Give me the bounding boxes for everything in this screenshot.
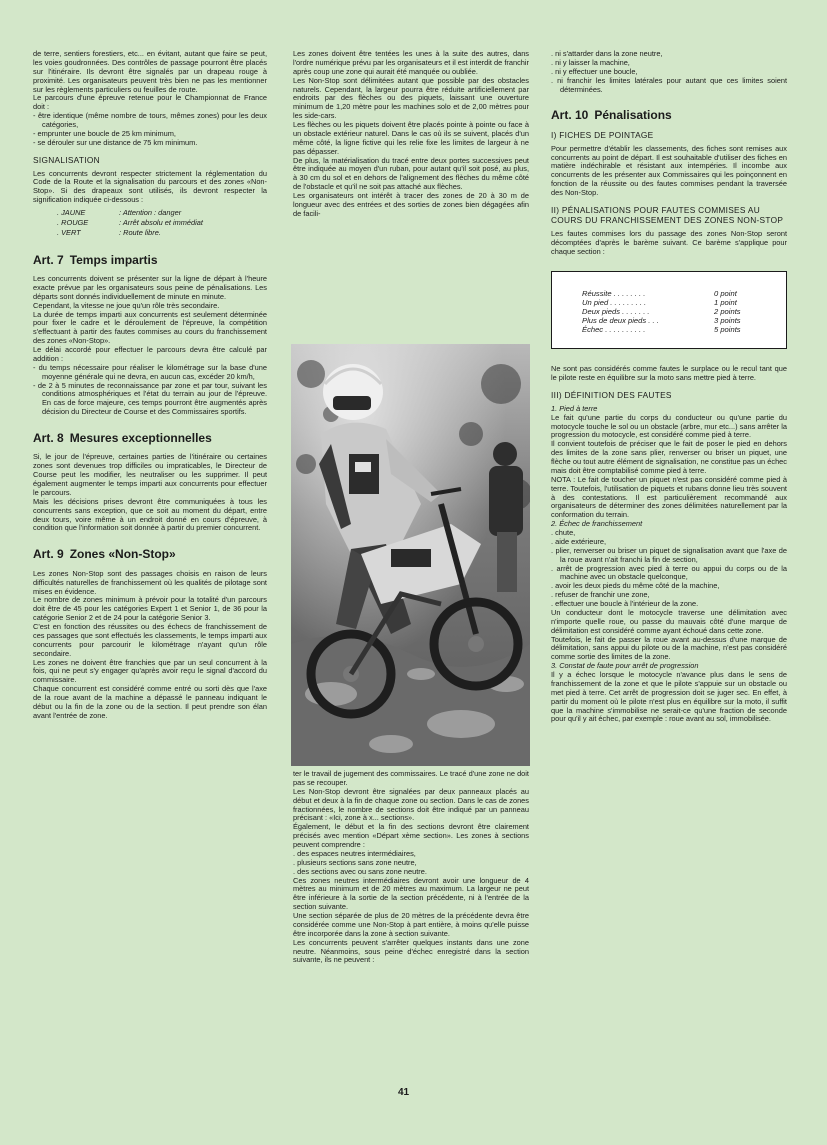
helmet xyxy=(323,364,383,420)
list-item: - se dérouler sur une distance de 75 km minimum. xyxy=(33,137,198,147)
list-item: . ni s'attarder dans la zone neutre, xyxy=(551,49,663,58)
paragraph: Toutefois, le fait de passer la roue avant au-dessus d'une marque de délimitation, sans appui du pilote ou de la machine, n'est pas considéré comme sortie des limites de la zone. xyxy=(551,634,787,662)
column-middle-top xyxy=(293,50,529,219)
penalty-row xyxy=(582,316,741,325)
list-item: . plusieurs sections sans zone neutre, xyxy=(293,857,417,867)
section-heading-fiches: I) FICHES DE POINTAGE xyxy=(551,129,654,140)
penalty-points: 0 point xyxy=(714,288,737,298)
section-heading-definition: III) DÉFINITION DES FAUTES xyxy=(551,389,672,400)
article-title: Temps impartis xyxy=(69,252,158,267)
paragraph: Un conducteur dont le motocycle traverse une délimitation avec n'importe quelle roue, ou passe du mauvais côté d'une marque de délimitation est considéré comme ayant échoué dans cette zone. xyxy=(551,607,787,635)
penalty-label: Échec . . . . . . . . . . xyxy=(582,324,646,334)
penalty-points: 5 points xyxy=(714,324,741,334)
penalty-points: 2 points xyxy=(714,306,741,316)
penalty-label: Réussite . . . . . . . . xyxy=(582,288,646,298)
paragraph: Les zones Non-Stop sont des passages choisis en raison de leurs difficultés naturelles de franchissement où les qualités de pilotage sont mises en évidence. xyxy=(33,568,267,596)
section-heading-penalisations: II) PÉNALISATIONS POUR FAUTES COMMISES AU COURS DU FRANCHISSEMENT DES ZONES NON-STOP xyxy=(551,204,784,225)
paragraph: Le fait qu'une partie du corps du conducteur ou qu'une partie du motocycle touche le sol ou un obstacle (arbre, mur etc...) sans arrêter la progression du motocycle, est considéré comme pied à terre. xyxy=(551,412,787,440)
paragraph: C'est en fonction des réussites ou des échecs de franchissement de ces passages que sont effectués les classements, le temps imparti aux concurrents pour parcourir le kilométrage n'ayant qu'un rôle secondaire. xyxy=(33,622,267,658)
paragraph: De plus, la matérialisation du tracé entre deux portes successives peut être indiquée au moyen d'un ruban, pour autant qu'il soit posé, au plus, à 30 cm du sol et en dehors de l'alignement des flèches du même côté de l'obstacle et qu'il ne soit pas attaché aux flèches. xyxy=(293,155,529,192)
paragraph: NOTA : Le fait de toucher un piquet n'est pas considéré comme pied à terre. Toutefois, l'utilisation de piquets et rubans donne lieu très souvent à des contestations. Il est particulièrement recommandé aux organisateurs de déterminer des zones délimitées naturellement par la conformation du terrain. xyxy=(551,474,787,520)
failure-cases-list xyxy=(551,529,787,609)
paragraph: Ne sont pas considérés comme fautes le surplace ou le recul tant que le pilote reste en équilibre sur la moto sans mettre pied à terre. xyxy=(551,364,787,382)
penalty-label: Un pied . . . . . . . . . xyxy=(582,297,647,307)
flag-meaning: : Attention : danger xyxy=(119,208,182,218)
list-item: . arrêt de progression avec pied à terre ou appui du corps ou de la machine avec un obstacle quelconque, xyxy=(551,563,787,582)
section-heading-signalisation: SIGNALISATION xyxy=(33,154,100,165)
paragraph: Mais les décisions prises devront être communiquées à tous les concurrents sans exception, que ce soit au moment du départ, entre deux tours, voire même à un endroit donné en cours d'épreuve, à condition que l'information soit donnée à partir du premier concurrent. xyxy=(33,496,267,533)
penalty-row xyxy=(582,307,741,316)
list-item: . chute, xyxy=(551,528,576,537)
flag-color: . JAUNE xyxy=(57,208,86,218)
penalty-scale-box xyxy=(551,271,787,350)
list-item: . des espaces neutres intermédiaires, xyxy=(293,848,416,858)
list-item: . refuser de franchir une zone, xyxy=(551,590,650,600)
paragraph: Les concurrents doivent se présenter sur la ligne de départ à l'heure exacte prévue par les organisateurs sous peine de pénalisations. Les départs sont donnés individuellement de minute en minute. xyxy=(33,274,267,301)
paragraph: Les concurrents devront respecter strictement la réglementation du Code de la Route et la signalisation du parcours et des zones «Non-Stop». Si des drapeaux sont utilisés, ils devront respecter la signification indiquée ci-dessous : xyxy=(33,168,267,205)
paragraph: Il y a échec lorsque le motocycle n'avance plus dans le sens de franchissement de la zone et que le pilote s'appuie sur un obstacle ou met pied à terre. Cet arrêt de progression doit se juger sec. En effet, à partir du moment où le pilote n'est plus en équilibre sur la moto, il suffit que la machine s'immobilise ne serait-ce qu'une fraction de seconde pour qu'il y ait échec, par exemple : roue avant au sol, immobilisée. xyxy=(551,670,787,724)
article-number: Art. 7 xyxy=(33,252,64,267)
paragraph: La durée de temps imparti aux concurrents est seulement déterminée pour fixer le cadre et le déroulement de l'épreuve, la compétition s'effectuant à partir des fautes commises au cours du franchissement des zones «Non-Stop». xyxy=(33,309,267,346)
list-item: . effectuer une boucle à l'intérieur de la zone. xyxy=(551,599,699,608)
paragraph: Une section séparée de plus de 20 mètres de la précédente devra être considérée comme une Non-Stop à part entière, à moins qu'elle puisse être incorporée dans la zone à section suivante. xyxy=(293,911,529,938)
time-calculation-list xyxy=(33,364,267,417)
subheading-constat: 3. Constat de faute pour arrêt de progression xyxy=(551,661,699,671)
list-item: . plier, renverser ou briser un piquet de signalisation avant que l'axe de la roue avant n'ait franchi la fin de section, xyxy=(551,545,787,564)
course-requirements-list xyxy=(33,112,267,148)
column-right xyxy=(551,50,787,724)
section-types-list xyxy=(293,850,529,877)
list-item: - être identique (même nombre de tours, mêmes zones) pour les deux catégories, xyxy=(33,111,267,129)
article-7-heading xyxy=(33,253,267,267)
article-title: Zones «Non-Stop» xyxy=(69,547,176,562)
subheading-echec: 2. Échec de franchissement xyxy=(551,519,643,529)
list-item: - de 2 à 5 minutes de reconnaissance par zone et par tour, suivant les conditions atmosphériques et l'état du terrain au jour de l'épreuve. En cas de force majeure, ces temps pourront être augmentés après décision du Directeur de Course et des Commissaires sportifs. xyxy=(33,380,267,417)
column-left xyxy=(33,50,267,721)
paragraph: Également, le début et la fin des sections devront être clairement précisés avec mention «Départ xème section». Les zones à sections peuvent comprendre : xyxy=(293,822,529,849)
flag-meaning: : Route libre. xyxy=(119,227,161,237)
paragraph: Ces zones neutres intermédiaires devront avoir une longueur de 4 mètres au minimum et de 20 mètres au maximum. La largeur ne peut être inférieure à la sortie de la section précédente, ni à l'entrée de la section suivante. xyxy=(293,875,529,912)
trial-rider-photo xyxy=(291,344,530,766)
paragraph: Il convient toutefois de préciser que le fait de poser le pied en dehors des limites de la zone sans plier, renverser ou briser un piquet, une flèche ou tout autre élément de signalisation, ne constitue pas un échec mais doit être comptabilisé comme pied à terre. xyxy=(551,439,787,475)
article-title: Mesures exceptionnelles xyxy=(69,431,212,446)
paragraph: Les concurrents peuvent s'arrêter quelques instants dans une zone neutre. Néanmoins, sous peine d'échec enregistré dans la section suivante, ils ne peuvent : xyxy=(293,937,529,965)
list-item: . ni y effectuer une boucle, xyxy=(551,66,638,76)
list-item: . aide extérieure, xyxy=(551,536,607,546)
article-9-heading xyxy=(33,547,267,561)
page-number: 41 xyxy=(398,1087,410,1098)
neutral-zone-list xyxy=(551,50,787,94)
flag-color: . VERT xyxy=(57,227,81,237)
list-item: . ni y laisser la machine, xyxy=(551,57,630,67)
penalty-points: 3 points xyxy=(714,315,741,325)
paragraph: de terre, sentiers forestiers, etc... en évitant, autant que faire se peut, les voies goudronnées. Des contrôles de passage pourront être placés sur l'itinéraire. Ils devront être signalés par un drapeau rouge à proximité. Les organisateurs peuvent très bien ne pas les mentionner sur les règlements particuliers ou feuilles de route. xyxy=(33,49,267,94)
column-middle-bottom xyxy=(293,770,529,965)
paragraph: Les zones doivent être tentées les unes à la suite des autres, dans l'ordre numérique prévu par les organisateurs et il est interdit de franchir après coup une zone qui aurait été manquée ou oubliée. xyxy=(293,49,529,76)
penalty-row xyxy=(582,298,741,307)
penalty-row xyxy=(582,325,741,334)
paragraph: Les zones ne doivent être franchies que par un seul concurrent à la fois, qui ne peut s'y engager qu'après avoir reçu le signal d'accord du commissaire. xyxy=(33,657,267,685)
paragraph: Le parcours d'une épreuve retenue pour le Championnat de France doit : xyxy=(33,93,267,112)
list-item: . ni franchir les limites latérales pour autant que ces limites soient déterminées. xyxy=(551,75,787,94)
paragraph: Les Non-Stop sont délimitées autant que possible par des obstacles naturels. Cependant, la largeur pourra être réduite artificiellement par endroits par des flèches ou des piquets, laissant une ouverture minimum de 1,20 mètre pour les machines solo et de 2,00 mètres pour les side-cars. xyxy=(293,75,529,121)
paragraph: Les organisateurs ont intérêt à tracer des zones de 20 à 30 m de longueur avec des entrées et des sorties de zones bien dégagées afin de facili- xyxy=(293,191,529,218)
flag-color: . ROUGE xyxy=(57,217,89,227)
flag-meaning: : Arrêt absolu et immédiat xyxy=(119,217,203,227)
paragraph: Le délai accordé pour effectuer le parcours devra être calculé par addition : xyxy=(33,345,267,363)
paragraph: Cependant, la vitesse ne joue qu'un rôle très secondaire. xyxy=(33,300,220,310)
paragraph: Chaque concurrent est considéré comme entré ou sorti dès que l'axe de la roue avant de la machine a dépassé le panneau indiquant le début ou la fin de la zone ou de la section. Il peut prendre son élan avant l'entrée de zone. xyxy=(33,684,267,720)
flag-row xyxy=(57,229,203,239)
article-number: Art. 8 xyxy=(33,431,64,446)
paragraph: Pour permettre d'établir les classements, des fiches sont remises aux concurrents au point de départ. Il est souhaitable d'utiliser des fiches en matière indéchirable et résistant aux intempéries. Il incombe aux concurrents de les présenter aux Commissaires qui les poinçonnent en fonction de la réussite ou des fautes commises pendant la traversée des Non-Stop. xyxy=(551,143,787,198)
article-10-heading xyxy=(551,108,787,122)
penalty-scale-table xyxy=(582,289,741,335)
paragraph: Les fautes commises lors du passage des zones Non-Stop seront décomptées d'après le barème suivant. Ce barème s'applique pour chaque section : xyxy=(551,228,787,256)
penalty-label: Plus de deux pieds . . . xyxy=(582,315,659,325)
article-number: Art. 9 xyxy=(33,547,64,562)
list-item: . avoir les deux pieds du même côté de la machine, xyxy=(551,581,720,591)
paragraph: Le nombre de zones minimum à prévoir pour la totalité d'un parcours doit être de 45 pour les catégories Expert 1 et Senior 1, de 36 pour la catégorie Senior 2 et de 24 pour la catégorie Senior 3. xyxy=(33,595,267,623)
article-number: Art. 10 xyxy=(551,108,589,123)
paragraph: Les flèches ou les piquets doivent être placés pointe à pointe ou face à un obstacle extérieur naturel. Dans le cas où ils se suivent, placés d'un même côté, la ligne fictive qui les relie fixe les limites de largeur à ne pas dépasser. xyxy=(293,120,529,156)
list-item: . des sections avec ou sans zone neutre. xyxy=(293,866,427,876)
penalty-row xyxy=(582,289,741,298)
penalty-points: 1 point xyxy=(714,297,737,307)
paragraph: ter le travail de jugement des commissaires. Le tracé d'une zone ne doit pas se recouper. xyxy=(293,769,529,787)
paragraph: Les Non-Stop devront être signalées par deux panneaux placés au début et deux à la fin de chaque zone ou section. Dans le cas de zones fractionnées, le nombre de sections doit être indiqué par un panneau précisant : «Ici, zone à x... sections». xyxy=(293,786,529,823)
paragraph: Si, le jour de l'épreuve, certaines parties de l'itinéraire ou certaines zones sont devenues trop difficiles ou impraticables, le Directeur de Course peut les modifier, les neutraliser ou les supprimer. Il peut également augmenter le temps imparti aux concurrents pour effectuer le parcours. xyxy=(33,452,267,497)
article-8-heading xyxy=(33,431,267,445)
penalty-label: Deux pieds . . . . . . . xyxy=(582,306,650,316)
list-item: - emprunter une boucle de 25 km minimum, xyxy=(33,128,176,138)
subheading-pied-a-terre: 1. Pied à terre xyxy=(551,403,598,413)
flag-meaning-table xyxy=(57,209,203,239)
list-item: - du temps nécessaire pour réaliser le kilométrage sur la base d'une moyenne générale qui ne devra, en aucun cas, excéder 20 km/h, xyxy=(33,362,267,381)
article-title: Pénalisations xyxy=(594,108,672,123)
